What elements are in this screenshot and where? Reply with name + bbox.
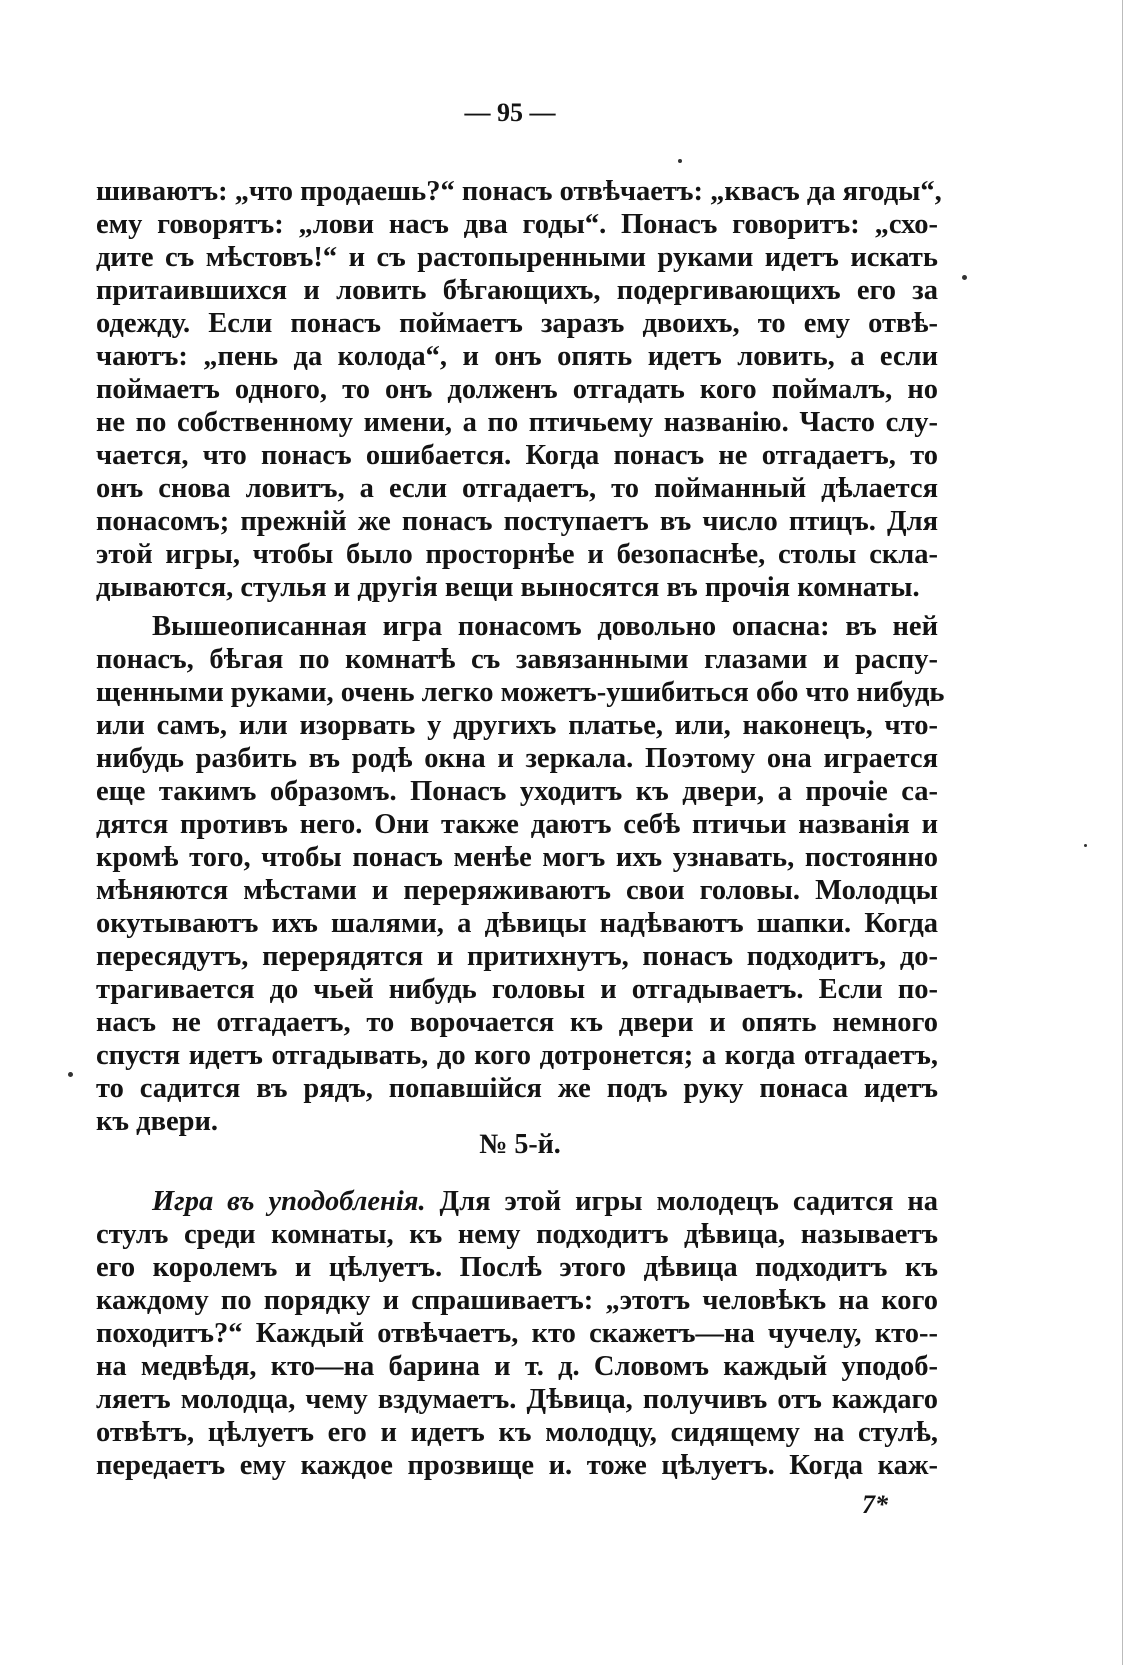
paragraph-2 — [96, 610, 945, 1138]
signature-mark: 7* — [862, 1490, 888, 1519]
text-line: шиваютъ: „что продаешь?“ понасъ отвѣчаетъ: „квасъ да ягоды“, — [96, 176, 942, 207]
paragraph-1 — [96, 175, 942, 604]
text-line: спустя идетъ отгадывать, до кого дотронется; а когда отгадаетъ, — [96, 1040, 938, 1071]
text-line: Вышеописанная игра понасомъ довольно опасна: въ ней — [152, 611, 938, 642]
text-line: нибудь разбить въ родѣ окна и зеркала. Поэтому она играется — [96, 743, 938, 774]
text-line: окутываютъ ихъ шалями, а дѣвицы надѣваютъ шапки. Когда — [96, 908, 938, 939]
scan-speck — [962, 275, 967, 280]
text-line: чаютъ: „пень да колода“, и онъ опять идетъ ловить, а если — [96, 341, 938, 372]
text-line: насъ не отгадаетъ, то ворочается къ двери и опять немного — [96, 1007, 938, 1038]
text-line: походитъ?“ Каждый отвѣчаетъ, кто скажетъ—на чучелу, кто-- — [96, 1318, 938, 1349]
text-line: къ двери. — [96, 1106, 219, 1137]
game-title: Игра въ уподобленія. — [152, 1186, 426, 1217]
paragraph-3 — [96, 1185, 938, 1482]
text-line: еще такимъ образомъ. Понасъ уходитъ къ двери, а прочіе са- — [96, 776, 938, 807]
text-line: онъ снова ловитъ, а если отгадаетъ, то пойманный дѣлается — [96, 473, 938, 504]
text-line: чается, что понасъ ошибается. Когда понасъ не отгадаетъ, то — [96, 440, 938, 471]
text-line: одежду. Если понасъ поймаетъ заразъ двоихъ, то ему отвѣ- — [96, 308, 938, 339]
text-line: ляетъ молодца, чему вздумаетъ. Дѣвица, получивъ отъ каждаго — [96, 1384, 938, 1415]
text-line: понасомъ; прежній же понасъ поступаетъ въ число птицъ. Для — [96, 506, 938, 537]
text-line: стулъ среди комнаты, къ нему подходитъ дѣвица, называетъ — [96, 1219, 938, 1250]
text-line: не по собственному имени, а по птичьему названію. Часто слу- — [96, 407, 938, 438]
text-line: на медвѣдя, кто—на барина и т. д. Словомъ каждый уподоб- — [96, 1351, 938, 1382]
scan-speck — [68, 1072, 73, 1077]
text-line: отвѣтъ, цѣлуетъ его и идетъ къ молодцу, сидящему на стулѣ, — [96, 1417, 938, 1448]
text-run: Для этой игры молодецъ садится на — [439, 1186, 938, 1217]
text-line: дите съ мѣстовъ!“ и съ растопыренными руками идетъ искать — [96, 242, 938, 273]
text-line: или самъ, или изорвать у другихъ платье, или, наконецъ, что- — [96, 710, 938, 741]
text-line: дятся противъ него. Они также даютъ себѣ птичьи названія и — [96, 809, 938, 840]
text-line: передаетъ ему каждое прозвище и. тоже цѣлуетъ. Когда каж- — [96, 1450, 938, 1481]
text-line: понасъ, бѣгая по комнатѣ съ завязанными глазами и распу- — [96, 644, 938, 675]
text-line: кромѣ того, чтобы понасъ менѣе могъ ихъ узнавать, постоянно — [96, 842, 938, 873]
text-line: то садится въ рядъ, попавшійся же подъ руку понаса идетъ — [96, 1073, 938, 1104]
scan-speck — [1084, 844, 1087, 847]
text-line: мѣняются мѣстами и переряживаютъ свои головы. Молодцы — [96, 875, 938, 906]
text-line: щенными руками, очень легко можетъ-ушибиться обо что нибудь — [96, 677, 945, 708]
text-line: трагивается до чьей нибудь головы и отгадываетъ. Если по- — [96, 974, 938, 1005]
section-heading: № 5-й. — [479, 1129, 561, 1160]
scan-edge-line — [1122, 0, 1123, 1665]
text-line: этой игры, чтобы было просторнѣе и безопаснѣе, столы скла- — [96, 539, 938, 570]
text-line: ему говорятъ: „лови насъ два годы“. Понасъ говоритъ: „схо- — [96, 209, 938, 240]
page-number: — 95 — — [464, 98, 556, 127]
text-line: поймаетъ одного, то онъ долженъ отгадать кого поймалъ, но — [96, 374, 938, 405]
text-line: каждому по порядку и спрашиваетъ: „этотъ человѣкъ на кого — [96, 1285, 938, 1316]
text-line: притаившихся и ловить бѣгающихъ, подергивающихъ его за — [96, 275, 938, 306]
text-line-with-title — [96, 1185, 938, 1218]
scan-speck — [678, 159, 682, 163]
text-line: его королемъ и цѣлуетъ. Послѣ этого дѣвица подходитъ къ — [96, 1252, 938, 1283]
text-line: дываются, стулья и другія вещи выносятся въ прочія комнаты. — [96, 572, 920, 603]
text-line: пересядутъ, перерядятся и притихнутъ, понасъ подходитъ, до- — [96, 941, 938, 972]
